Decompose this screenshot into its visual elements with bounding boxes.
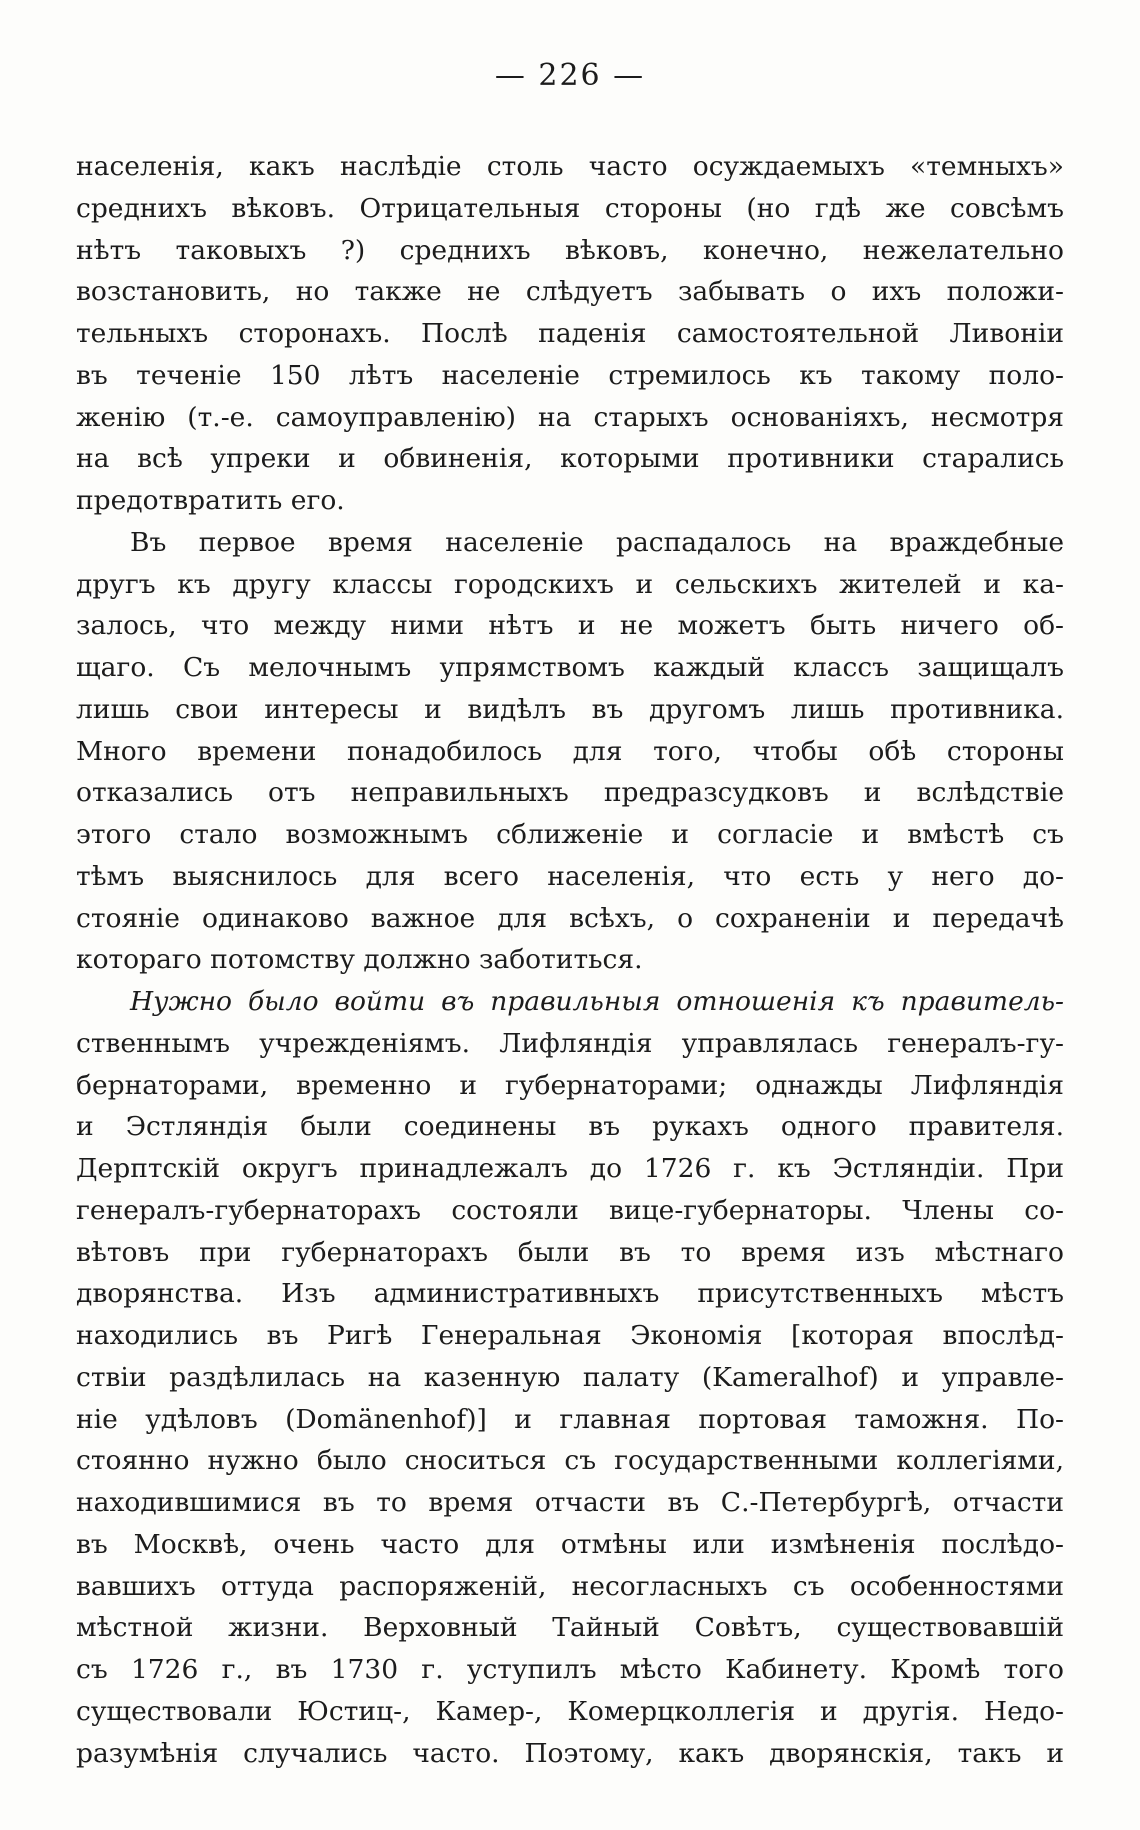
text-line: ствіи раздѣлилась на казенную палату (Kameralhof) и управле-	[76, 1361, 1064, 1393]
text-line: среднихъ вѣковъ. Отрицательныя стороны (но гдѣ же совсѣмъ	[76, 192, 1064, 224]
text-line: въ Москвѣ, очень часто для отмѣны или измѣненія послѣдо-	[76, 1528, 1064, 1560]
text-line: вѣтовъ при губернаторахъ были въ то время изъ мѣстнаго	[76, 1236, 1064, 1268]
text-line: въ теченіе 150 лѣтъ населеніе стремилось къ такому поло-	[76, 359, 1064, 391]
paragraph-1	[76, 146, 1064, 522]
paragraph-3	[76, 981, 1064, 1774]
text-line: тѣмъ выяснилось для всего населенія, что есть у него до-	[76, 860, 1064, 892]
text-line: предотвратить его.	[76, 485, 345, 516]
text-line: находились въ Ригѣ Генеральная Экономія [которая впослѣд-	[76, 1320, 1064, 1351]
paragraph-2	[76, 522, 1064, 981]
text-line: Дерптскій округъ принадлежалъ до 1726 г. къ Эстляндіи. При	[76, 1153, 1064, 1184]
text-line: другъ къ другу классы городскихъ и сельскихъ жителей и ка-	[76, 568, 1064, 600]
text-line: щаго. Съ мелочнымъ упрямствомъ каждый классъ защищалъ	[76, 652, 1064, 683]
text-line: Много времени понадобилось для того, чтобы обѣ стороны	[76, 735, 1064, 767]
text-line: находившимися въ то время отчасти въ С.-Петербургѣ, отчасти	[76, 1487, 1064, 1518]
text-line: тельныхъ сторонахъ. Послѣ паденія самостоятельной Ливоніи	[76, 318, 1064, 349]
text-line: генералъ-губернаторахъ состояли вице-губернаторы. Члены со-	[76, 1194, 1064, 1226]
text-line: ніе удѣловъ (Domänenhof)] и главная портовая таможня. По-	[76, 1403, 1064, 1435]
text-line: существовали Юстиц-, Камер-, Комерцколлегія и другія. Недо-	[76, 1695, 1064, 1727]
text-line: и Эстляндія были соединены въ рукахъ одного правителя.	[76, 1111, 1064, 1143]
text-line: нѣтъ таковыхъ ?) среднихъ вѣковъ, конечно, нежелательно	[76, 234, 1064, 266]
text-line: на всѣ упреки и обвиненія, которыми противники старались	[76, 443, 1064, 475]
body-text	[76, 146, 1064, 1774]
text-line: бернаторами, временно и губернаторами; однажды Лифляндія	[76, 1069, 1064, 1101]
text-line: отказались отъ неправильныхъ предразсудковъ и вслѣдствіе	[76, 777, 1064, 809]
text-line: лишь свои интересы и видѣлъ въ другомъ лишь противника.	[76, 693, 1064, 725]
text-line: этого стало возможнымъ сближеніе и согласіе и вмѣстѣ съ	[76, 819, 1064, 850]
text-line: стояніе одинаково важное для всѣхъ, о сохраненіи и передачѣ	[76, 902, 1064, 934]
text-line: возстановить, но также не слѣдуетъ забывать о ихъ положи-	[76, 276, 1064, 308]
text-line: дворянства. Изъ административныхъ присутственныхъ мѣстъ	[76, 1278, 1064, 1310]
text-line: мѣстной жизни. Верховный Тайный Совѣтъ, существовавшій	[76, 1612, 1064, 1644]
text-line: разумѣнія случались часто. Поэтому, какъ дворянскія, такъ и	[76, 1737, 1064, 1769]
text-line: котораго потомству должно заботиться.	[76, 944, 643, 976]
text-line: населенія, какъ наслѣдіе столь часто осуждаемыхъ «темныхъ»	[76, 151, 1064, 182]
text-line: съ 1726 г., въ 1730 г. уступилъ мѣсто Кабинету. Кромѣ того	[76, 1654, 1064, 1685]
text-line: ственнымъ учрежденіямъ. Лифляндія управлялась генералъ-гу-	[76, 1027, 1064, 1059]
text-line: стоянно нужно было сноситься съ государственными коллегіями,	[76, 1445, 1064, 1477]
emphasized-text-line: Нужно было войти въ правильныя отношенія къ правитель-	[130, 986, 1064, 1017]
text-line: вавшихъ оттуда распоряженій, несогласныхъ съ особенностями	[76, 1570, 1064, 1602]
page-number: — 226 —	[494, 58, 646, 93]
text-line: Въ первое время населеніе распадалось на враждебные	[130, 526, 1064, 558]
text-line: женію (т.-е. самоуправленію) на старыхъ основаніяхъ, несмотря	[76, 401, 1064, 433]
text-line: залось, что между ними нѣтъ и не можетъ быть ничего об-	[76, 610, 1064, 642]
